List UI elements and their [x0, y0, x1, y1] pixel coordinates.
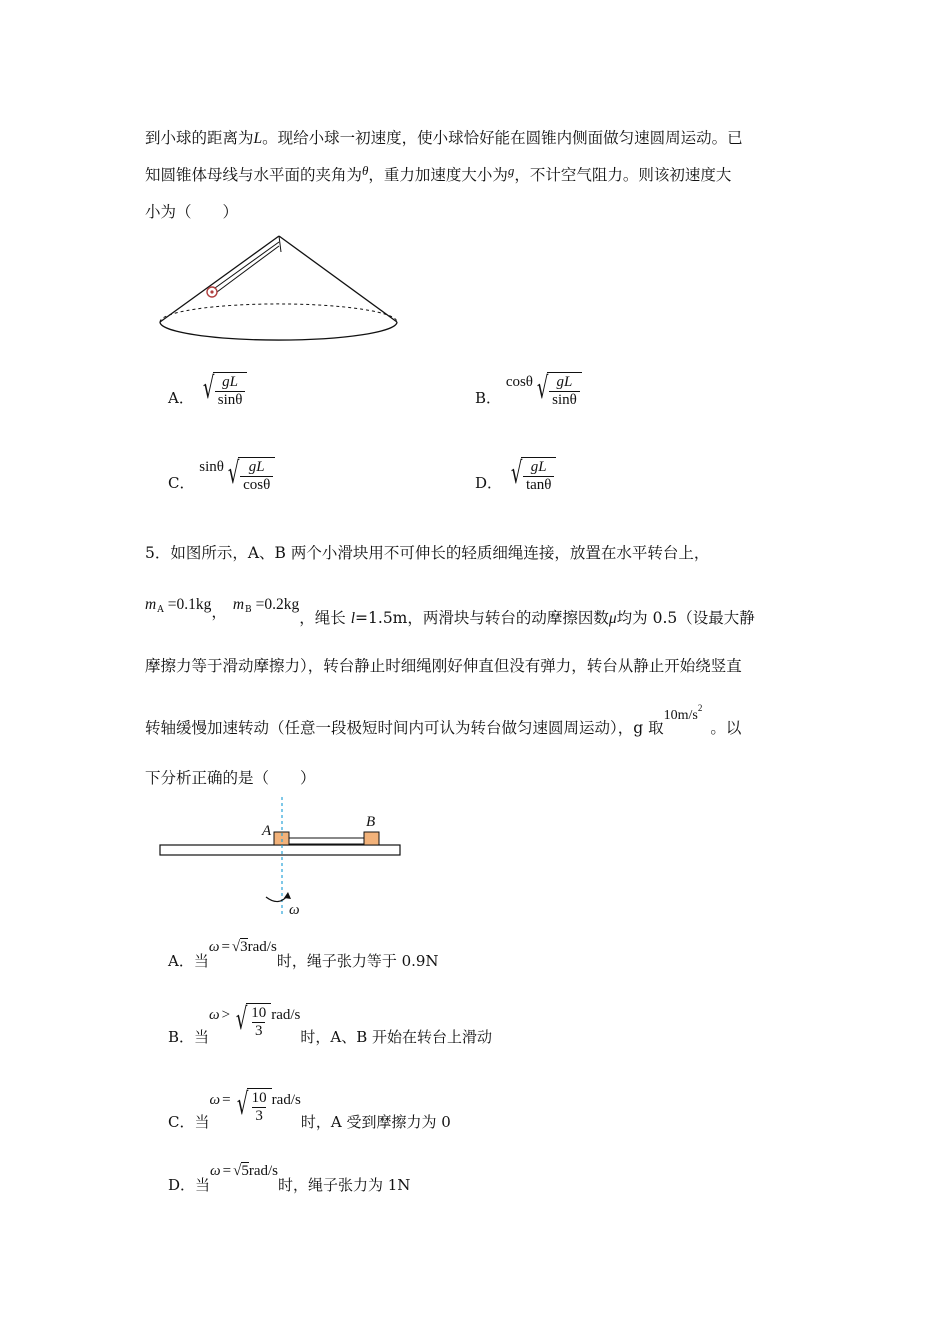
cone-left-edge — [160, 236, 279, 322]
turntable — [160, 845, 400, 855]
option-label: A． — [168, 389, 194, 407]
mass-b-value: =0.2kg — [255, 596, 300, 613]
option-label: D． — [475, 474, 503, 492]
radical-sign: √ — [236, 1087, 248, 1122]
var-mu: μ — [608, 610, 617, 627]
sqrt — [507, 457, 557, 494]
text: 。现给小球一初速度，使小球恰好能在圆锥内侧面做匀速圆周运动。已 — [262, 129, 743, 147]
omega: ω — [209, 1092, 221, 1108]
relation: = — [222, 1092, 231, 1108]
option-label: A．当 — [168, 952, 209, 970]
option-text: 时，A 受到摩擦力为 0 — [300, 1113, 451, 1131]
q5-line-4 — [145, 703, 742, 740]
denominator: 3 — [252, 1107, 266, 1125]
sqrt-body — [521, 457, 557, 494]
sqrt — [233, 1088, 272, 1125]
sqrt-body — [247, 1088, 272, 1125]
mass-b-subscript: B — [245, 605, 252, 615]
var-L: L — [253, 130, 263, 147]
text: ，不计空气阻力。则该初速度大 — [514, 166, 732, 184]
numerator: gL — [530, 459, 547, 475]
q5-option-a[interactable] — [168, 940, 439, 971]
trig-prefix: sinθ — [199, 459, 224, 475]
radical-sign: √ — [202, 371, 214, 406]
option-text: 时，绳子张力等于 0.9N — [276, 952, 439, 970]
radical-sign: √ — [536, 371, 549, 406]
q5-line-5: 下分析正确的是（ ） — [145, 769, 316, 787]
option-label: B． — [475, 389, 502, 407]
text: =1.5m，两滑块与转台的动摩擦因数 — [355, 609, 609, 627]
ball-center — [210, 290, 213, 293]
radical-sign: √ — [227, 456, 240, 491]
intro-line-1 — [145, 128, 743, 149]
option-text: 时，A、B 开始在转台上滑动 — [300, 1028, 493, 1046]
sqrt-small: √3 — [231, 939, 248, 955]
sqrt — [533, 372, 582, 409]
mass-a-subscript: A — [157, 605, 164, 615]
omega: ω — [209, 1007, 220, 1023]
sqrt — [199, 372, 248, 409]
denominator: cosθ — [240, 476, 273, 494]
denominator: 3 — [252, 1022, 266, 1040]
sqrt — [232, 1003, 271, 1040]
radical-sign: √ — [510, 456, 523, 491]
text: 均为 0.5（设最大静 — [616, 609, 755, 627]
cone-base-back — [160, 304, 397, 322]
block-b — [364, 832, 379, 845]
root-value: 5 — [241, 1163, 249, 1179]
rotation-arrow — [266, 895, 288, 902]
fraction — [215, 374, 246, 409]
mass-b-symbol: m — [232, 596, 245, 613]
var-g: g — [507, 163, 515, 178]
option-text: 时，绳子张力为 1N — [278, 1176, 411, 1194]
var-l: l — [350, 610, 356, 627]
sqrt-body — [246, 1003, 271, 1040]
figure-label-b: B — [366, 814, 376, 830]
intro-line-3: 小为（ ） — [145, 203, 239, 221]
q5-line-1: 5．如图所示，A、B 两个小滑块用不可伸长的轻质细绳连接，放置在水平转台上， — [145, 544, 710, 562]
numerator: 10 — [251, 1005, 267, 1021]
unit: rad/s — [247, 939, 277, 955]
fraction — [549, 374, 580, 409]
option-label: C．当 — [168, 1113, 210, 1131]
relation: > — [221, 1007, 231, 1023]
unit: rad/s — [248, 1163, 278, 1179]
q4-option-a[interactable] — [168, 372, 247, 409]
q4-option-d[interactable] — [475, 457, 556, 494]
text: ，绳长 — [299, 609, 351, 627]
string-line-1 — [215, 242, 279, 288]
cone-right-edge — [279, 236, 397, 322]
numerator: gL — [556, 374, 573, 390]
var-theta: θ — [362, 163, 369, 178]
denominator: tanθ — [523, 476, 555, 494]
cone-base-front — [160, 322, 397, 340]
mass-a-value: =0.1kg — [167, 596, 212, 613]
fraction — [248, 1005, 269, 1040]
g-value: 10m/s — [663, 708, 698, 723]
numerator: gL — [222, 374, 239, 390]
root-value: 3 — [240, 939, 248, 955]
sqrt-small: √5 — [233, 1163, 249, 1179]
sqrt — [224, 457, 275, 494]
q5-line-3: 摩擦力等于滑动摩擦力），转台静止时细绳刚好伸直但没有弹力，转台从静止开始绕竖直 — [145, 657, 742, 675]
text: 转轴缓慢加速转动（任意一段极短时间内可认为转台做匀速圆周运动），g 取 — [145, 719, 664, 737]
option-label: D．当 — [168, 1176, 211, 1194]
unit: rad/s — [271, 1007, 301, 1023]
sqrt-body — [547, 372, 582, 409]
text: 到小球的距离为 — [145, 129, 254, 147]
unit: rad/s — [271, 1092, 301, 1108]
fraction — [240, 459, 273, 494]
option-label: B．当 — [168, 1028, 210, 1046]
denominator: sinθ — [549, 391, 580, 409]
radical-sign: √ — [235, 1002, 248, 1037]
trig-prefix: cosθ — [505, 374, 533, 390]
relation: = — [222, 1163, 232, 1179]
q5-option-c[interactable] — [168, 1081, 451, 1132]
mass-a-symbol: m — [145, 596, 157, 613]
option-label: C． — [168, 474, 195, 492]
omega: ω — [210, 1163, 221, 1179]
separator: ， — [211, 603, 227, 621]
turntable-figure — [158, 795, 404, 920]
string-line-2 — [217, 246, 279, 292]
denominator: sinθ — [215, 391, 246, 409]
omega: ω — [208, 939, 220, 955]
text: 。以 — [710, 719, 742, 737]
text: ，重力加速度大小为 — [368, 166, 508, 184]
sqrt-body — [238, 457, 275, 494]
relation: = — [221, 939, 230, 955]
q5-line-2 — [145, 594, 755, 627]
g-exponent: 2 — [697, 703, 703, 713]
figure-label-a: A — [262, 823, 272, 839]
cone-figure — [155, 232, 405, 342]
numerator: 10 — [251, 1090, 267, 1106]
q5-option-b[interactable] — [168, 996, 492, 1047]
intro-line-2 — [145, 165, 731, 186]
q4-option-b[interactable] — [475, 372, 582, 409]
cone-axis-tick — [279, 236, 281, 252]
fraction — [523, 459, 555, 494]
rotation-arrowhead — [284, 892, 291, 899]
fraction — [249, 1090, 270, 1125]
numerator: gL — [248, 459, 265, 475]
figure-label-omega: ω — [289, 902, 300, 918]
text: 知圆锥体母线与水平面的夹角为 — [145, 166, 363, 184]
q4-option-c[interactable] — [168, 457, 275, 494]
sqrt-body — [213, 372, 248, 409]
q5-option-d[interactable] — [168, 1164, 410, 1195]
